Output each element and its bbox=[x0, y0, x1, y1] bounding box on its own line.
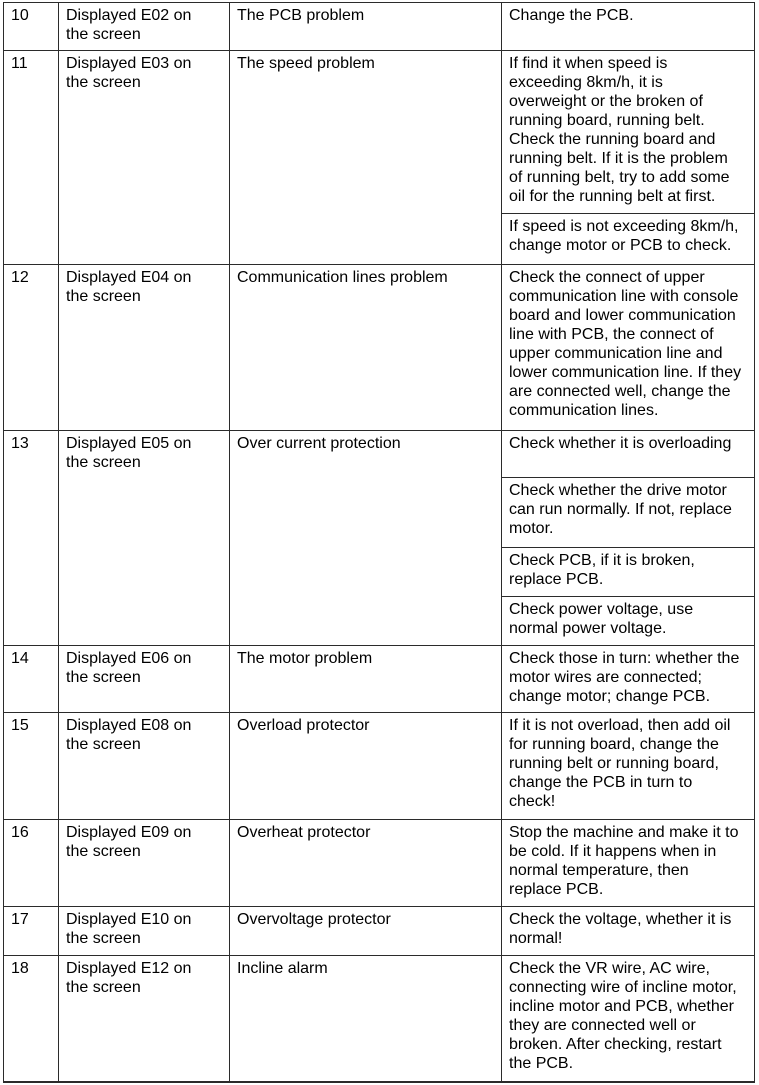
row-number: 14 bbox=[4, 646, 59, 712]
solution-cell bbox=[502, 820, 754, 906]
problem-name: Overheat protector bbox=[230, 820, 502, 906]
table-row bbox=[4, 907, 754, 956]
problem-name: Over current protection bbox=[230, 431, 502, 645]
row-number: 11 bbox=[4, 51, 59, 264]
solution-cell bbox=[502, 51, 754, 264]
solution-cell bbox=[502, 646, 754, 712]
table-row bbox=[4, 3, 754, 51]
solution-text: Check whether it is overloading bbox=[509, 435, 732, 452]
row-number: 13 bbox=[4, 431, 59, 645]
row-number: 17 bbox=[4, 907, 59, 955]
displayed-code: Displayed E04 on the screen bbox=[59, 265, 230, 430]
problem-name: The speed problem bbox=[230, 51, 502, 264]
solution-text: Check PCB, if it is broken, replace PCB. bbox=[502, 547, 754, 596]
table-row bbox=[4, 646, 754, 713]
solution-text: Check power voltage, use normal power voltage. bbox=[502, 596, 754, 645]
solution-cell bbox=[502, 907, 754, 955]
row-number: 16 bbox=[4, 820, 59, 906]
table-row bbox=[4, 820, 754, 907]
solution-text: If it is not overload, then add oil for running board, change the running belt or running board, change the PCB in turn to check! bbox=[509, 717, 731, 810]
solution-text: If speed is not exceeding 8km/h, change motor or PCB to check. bbox=[502, 213, 754, 264]
problem-name: Overvoltage protector bbox=[230, 907, 502, 955]
problem-name: The motor problem bbox=[230, 646, 502, 712]
displayed-code: Displayed E09 on the screen bbox=[59, 820, 230, 906]
solution-text: Check whether the drive motor can run normally. If not, replace motor. bbox=[502, 477, 754, 547]
row-number: 12 bbox=[4, 265, 59, 430]
solution-cell bbox=[502, 265, 754, 430]
solution-text: Check the voltage, whether it is normal! bbox=[509, 911, 732, 947]
table-row bbox=[4, 713, 754, 820]
displayed-code: Displayed E12 on the screen bbox=[59, 956, 230, 1081]
solution-text: Check the connect of upper communication line with console board and lower communication line with PCB, the connect of upper communication line and lower communication line. If they are connected well, change the communication lines. bbox=[509, 269, 742, 419]
solution-cell bbox=[502, 956, 754, 1081]
solution-text: Check the VR wire, AC wire, connecting wire of incline motor, incline motor and PCB, whether they are connected well or broken. After checking, restart the PCB. bbox=[509, 960, 737, 1072]
solution-cell bbox=[502, 713, 754, 819]
error-code-table bbox=[3, 2, 755, 1083]
displayed-code: Displayed E02 on the screen bbox=[59, 3, 230, 50]
displayed-code: Displayed E03 on the screen bbox=[59, 51, 230, 264]
table-row bbox=[4, 51, 754, 265]
row-number: 15 bbox=[4, 713, 59, 819]
solution-text: Check those in turn: whether the motor wires are connected; change motor; change PCB. bbox=[509, 650, 740, 705]
displayed-code: Displayed E08 on the screen bbox=[59, 713, 230, 819]
displayed-code: Displayed E10 on the screen bbox=[59, 907, 230, 955]
displayed-code: Displayed E06 on the screen bbox=[59, 646, 230, 712]
solution-text: Stop the machine and make it to be cold. If it happens when in normal temperature, then replace PCB. bbox=[509, 824, 739, 898]
row-number: 18 bbox=[4, 956, 59, 1081]
solution-cell bbox=[502, 431, 754, 645]
table-row bbox=[4, 431, 754, 646]
solution-cell bbox=[502, 3, 754, 50]
solution-text: Change the PCB. bbox=[509, 7, 634, 24]
problem-name: Communication lines problem bbox=[230, 265, 502, 430]
problem-name: Overload protector bbox=[230, 713, 502, 819]
problem-name: Incline alarm bbox=[230, 956, 502, 1081]
displayed-code: Displayed E05 on the screen bbox=[59, 431, 230, 645]
solution-text: If find it when speed is exceeding 8km/h, it is overweight or the broken of running board, running belt. Check the running board and running belt. If it is the problem of running belt, try to add some oil for the running belt at first. bbox=[509, 55, 730, 205]
table-row bbox=[4, 265, 754, 431]
row-number: 10 bbox=[4, 3, 59, 50]
table-row bbox=[4, 956, 754, 1081]
problem-name: The PCB problem bbox=[230, 3, 502, 50]
